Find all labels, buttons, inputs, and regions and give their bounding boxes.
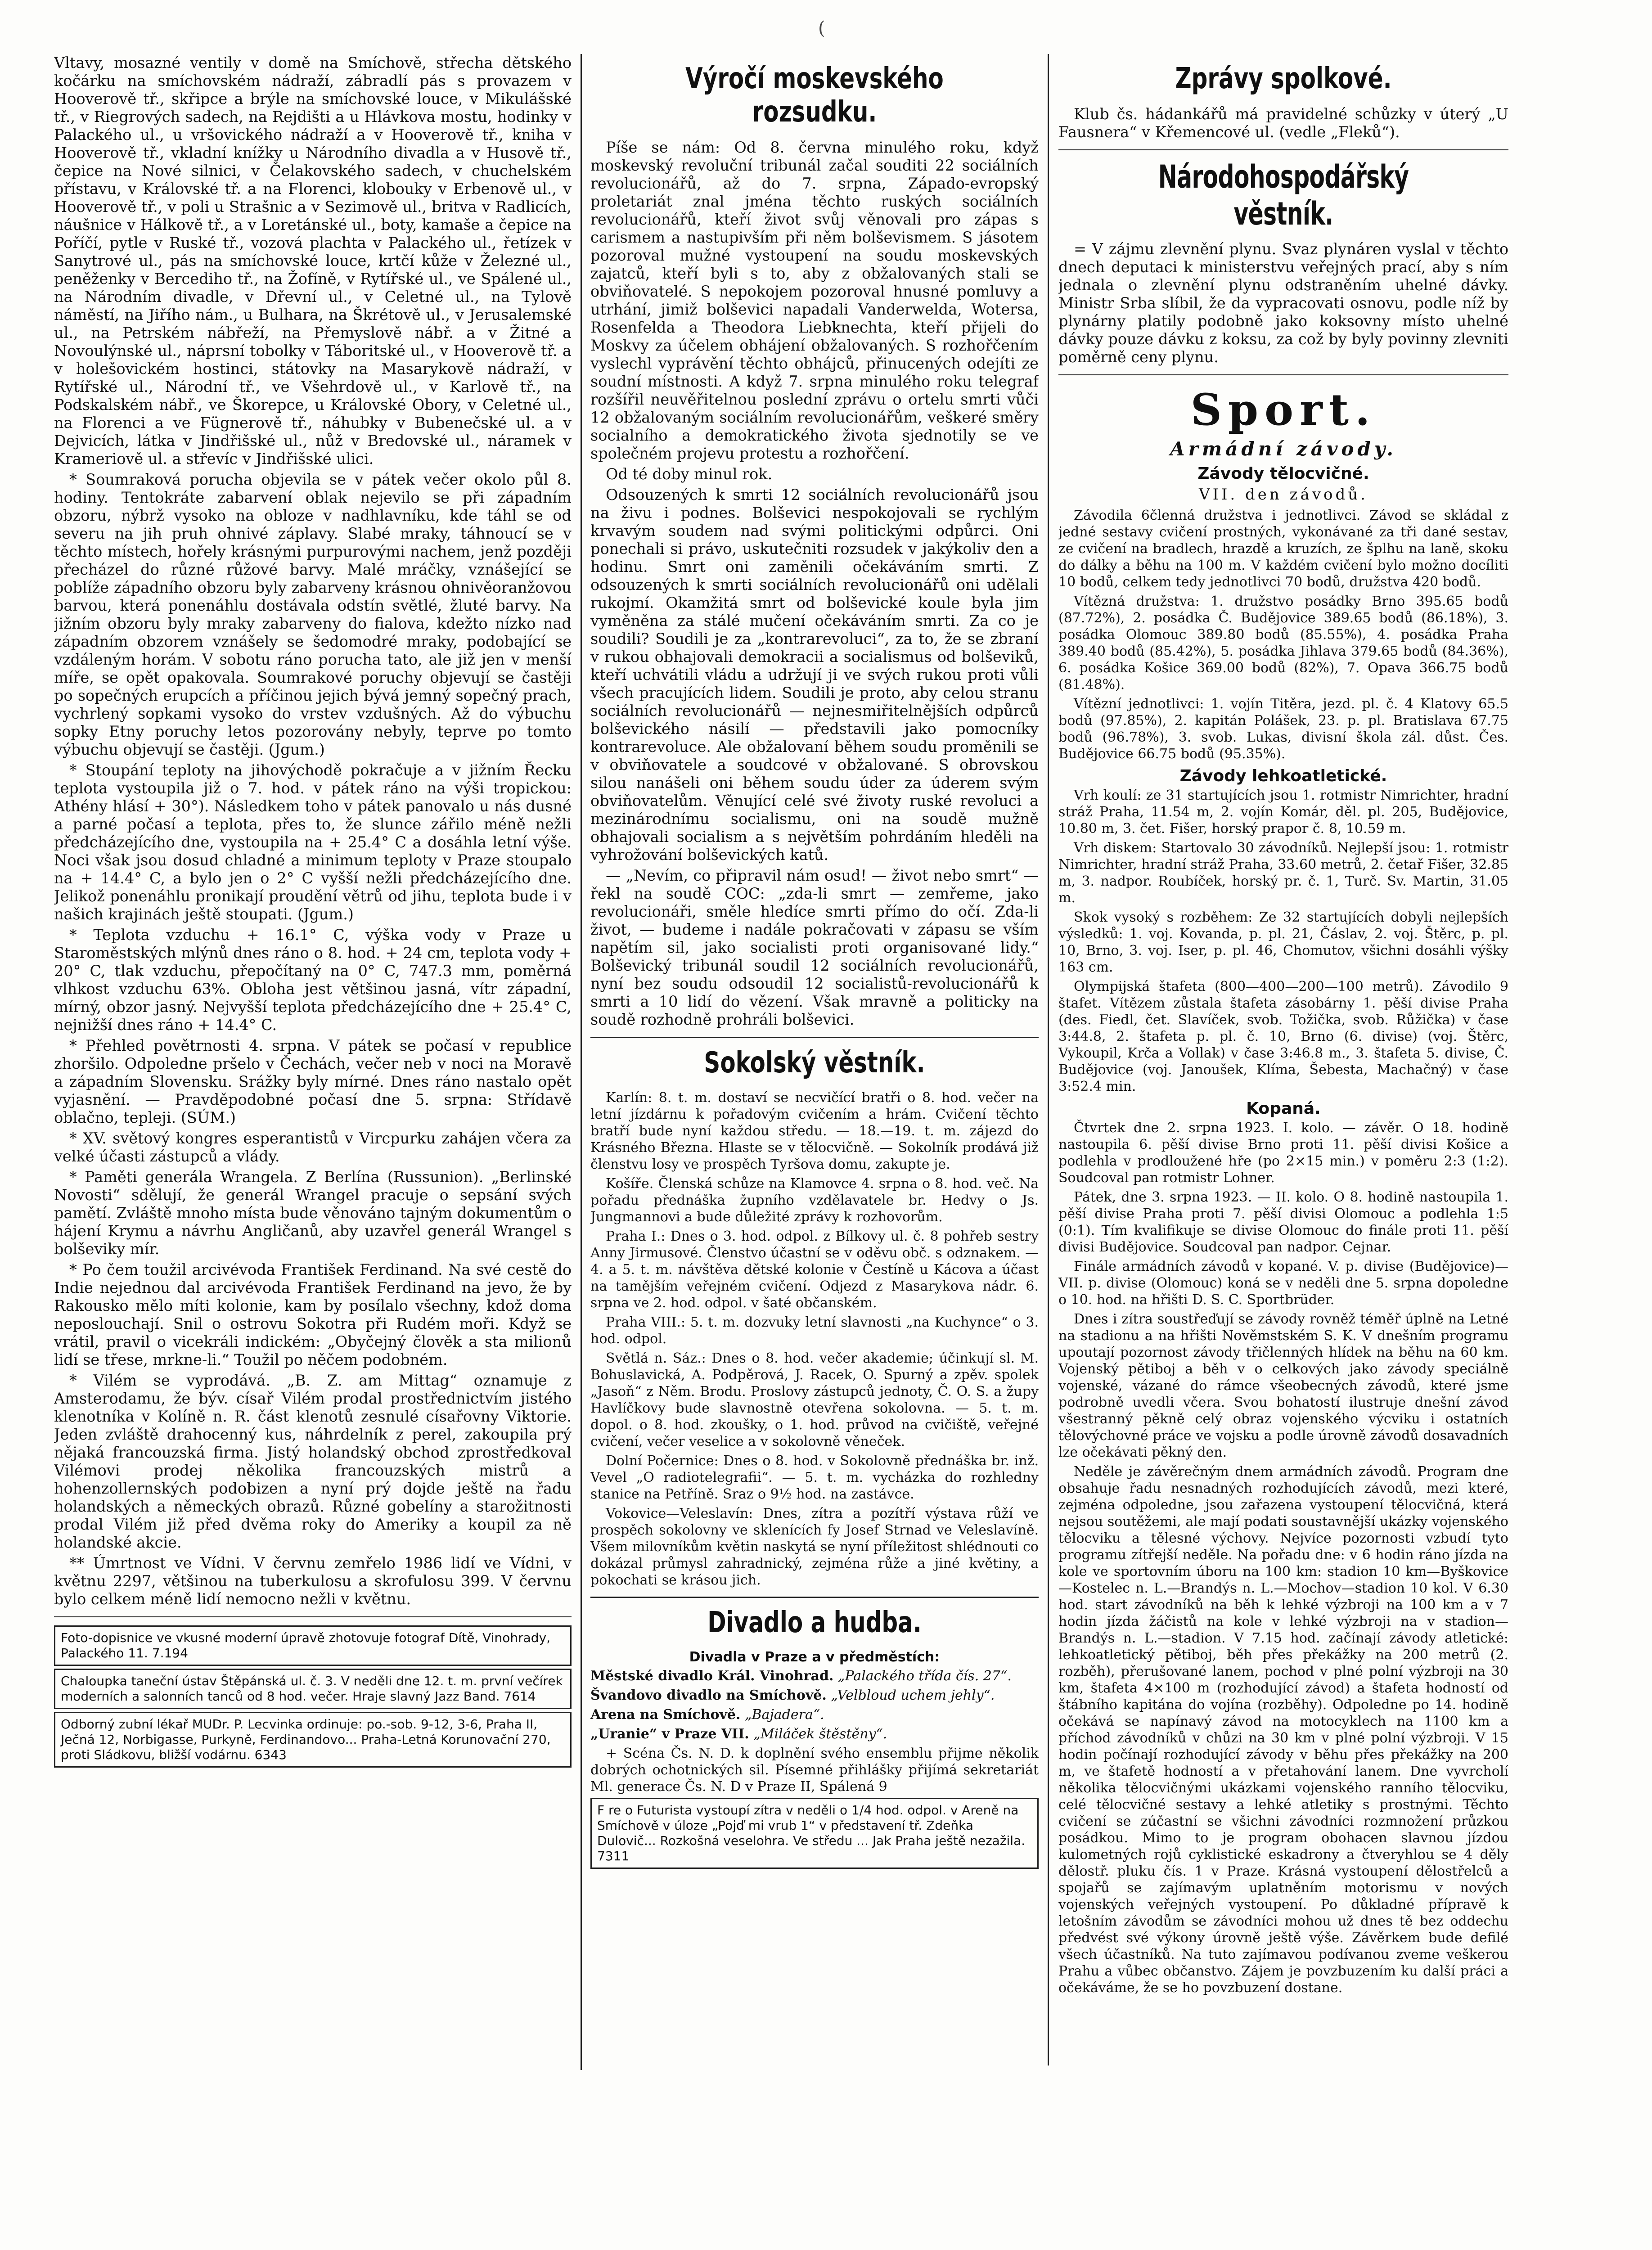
headline-club-news: Zprávy spolkové.: [1175, 62, 1392, 95]
page-mark: (: [818, 18, 825, 39]
sport-gym-teams: Vítězná družstva: 1. družstvo posádky Brno 395.65 bodů (87.72%), 2. posádka Č. Budějovice 389.65 bodů (86.18%), 3. posádka Olomouc 389.80 bodů (85.55%), 4. posádka Praha 389.40 bodů (85.42%), 5. posádka Jihlava 379.65 bodů (84.36%), 6. posádka Košice 369.00 bodů (82%), 7. Opava 366.75 bodů (81.48%).: [1058, 594, 1508, 693]
sport-gym-intro: Závodila 6členná družstva i jednotlivci. Závod se skládal z jedné sestavy cvičení prostných, vykonávané za tři dané sestav, ze cvičení na bradlech, hrazdě a kruzích, ze šplhu na laně, skoku do dálky a běhu na 100 m. V každém cvičení bylo možno docíliti 10 bodů, celkem tedy jednotlivci 70 bodů, družstva 420 bodů.: [1058, 508, 1508, 590]
sport-relay: Olympijská štafeta (800—400—200—100 metrů). Závodilo 9 štafet. Vítězem zůstala štafeta zásobárny 1. pěší divise Praha (des. Fiedl, čet. Slavíček, svob. Tožička, svob. Růžička) v čase 3:44.8, 2. štafeta p. pl. č. 10, Brno (6. divise) (voj. Štěrc, Vykoupil, Krča a Vollak) v čase 3:46.8 m., 3. štafeta 5. divise, Č. Budějovice (voj. Janoušek, Klíma, Šebesta, Machačný) v čase 3:52.4 min.: [1058, 979, 1508, 1094]
news-weather-overview: * Přehled povětrnosti 4. srpna. V pátek se počasí v republice zhoršilo. Odpoledne pršelo v Čechách, večer neb v noci na Moravě a západním Slovensku. Srážky byly mírné. Dnes ráno nastalo opět vyjasnění. — Pravděpodobné počasí dne 5. srpna: Střídavě oblačno, tepleji. (SÚM.): [54, 1037, 572, 1126]
subhead-gymnastics: Závody tělocvičné.: [1197, 464, 1369, 483]
article-moscow-1: Píše se nám: Od 8. června minulého roku, když moskevský revoluční tribunál začal souditi 22 sociálních revolucionářů, až do 7. srpna, Západo-evropský proletariát znal jména těchto ruských sociálních revolucionářů, kteří život svůj věnovali pro zápas s carismem a nastupivším při něm bolševismem. S jásotem pozoroval mužné vystoupení na soudu moskevských zajatců, kteří byli s to, aby z obžalovaných stali se obviňovatelé. S nepokojem pozoroval hnusné pomluvy a utrhání, jimiž bolševici napadali Vanderwelda, Wotersa, Rosenfelda a Theodora Liebknechta, kteří přijeli do Moskvy za účelem obhájení obžalovaných. S rozhořčením vyslechl vyprávění těchto obhájců, přinucených odejíti ze soudní místnosti. A když 7. srpna minulého roku telegraf rozšířil neuvěřitelnou poslední zprávu o ortelu smrti vůči 12 obžalovaným sociálním revolucionářům, veškeré směry socialního a demokratického života sjednotily se ve společném projevu protestu a rozhořčení.: [590, 139, 1039, 462]
theatre-vinohrady: Městské divadlo Král. Vinohrad. „Palackého třída čís. 27“.: [590, 1668, 1012, 1684]
sokol-praha-8: Praha VIII.: 5. t. m. dozvuky letní slavnosti „na Kuchynce“ o 3. hod. odpol.: [590, 1314, 1039, 1347]
news-twilight-disturbance: * Soumraková porucha objevila se v pátek večer okolo půl 8. hodiny. Tentokráte zabarvení oblak nejevilo se při západním obzoru, nýbrž vysoko na obloze v nadhlavníku, kde táhl se od severu na jih pruh ohnivé záplavy. Slabé mraky, táhnoucí se v těchto místech, hořely krásnými purpurovými nachem, jenž později přecházel do různé růžové barvy. Malé mráčky, vznášející se poblíže západního obzoru byly zabarveny krásnou ohnivěoranžovou barvou, která ponenáhlu dostávala odstín světlé, žluté barvy. Na jižním obzoru byly mraky zabarveny do fialova, kdežto nízko nad západním obzorem vznášely se šedomodré mraky, podobající se vzdáleným horám. V sobotu ráno porucha tato, ale již jen v menší míře, se opět opakovala. Soumrakové poruchy objevují se častěji po sopečných erupcích a příčinou jejich bývá jemný sopečný prach, vychrlený sopkami vysoko do vrstev vzdušných. Až do výbuchu sopky Etny poruchy letos pozorovány nebyly, teprve po tomto výbuchu objevují se častěji. (Jgum.): [54, 471, 572, 758]
column-1: [54, 54, 572, 2250]
headline-economic: Národohospodářský věstník.: [1158, 158, 1409, 232]
economic-gas: = V zájmu zlevnění plynu. Svaz plynáren vyslal v těchto dnech deputaci k ministerstvu veřejných prací, aby s ním jednala o zlevnění plynu odstraněním uhelné dávky. Ministr Srba slíbil, že da vypracovati osnovu, podle níž by plynárny platily podobně jako koksovny místo uhelné dávky pouze dávku z koksu, za což by byly povinny zlevniti poměrně ceny plynu.: [1058, 240, 1508, 366]
news-air-temperature: * Teplota vzduchu + 16.1° C, výška vody v Praze u Staroměstských mlýnů dnes ráno o 8. hod. + 24 cm, teplota vody + 20° C, tlak vzduchu, přepočítaný na 0° C, 747.3 mm, poměrná vlhkost vzduchu 63%. Obloha jest většinou jasná, vítr západní, mírný, obzor jasný. Nejvyšší teplota předcházejícího dne + 25.4° C, nejnižší dnes ráno + 14.4° C.: [54, 926, 572, 1034]
sokol-pocernice: Dolní Počernice: Dnes o 8. hod. v Sokolovně přednáška br. inž. Vevel „O radiotelegrafii“. — 5. t. m. vycházka do rozhledny stanice na Petříně. Sraz o 9½ hod. na zastávce.: [590, 1453, 1039, 1502]
news-franz-ferdinand: * Po čem toužil arcivévoda František Ferdinand. Na své cestě do Indie nejednou dal arcivévoda František Ferdinand na jevo, že by Rakousko mělo míti kolonie, kam by posílalo všechny, kdož doma neposlouchají. Snil o ostrovu Sokotra při Rudém moři. Když se vrátil, pravil o vicekráli indickém: „Obyčejný člověk a sta milionů lidí se třese, mrkne-li.“ Toužil po něčem podobném.: [54, 1261, 572, 1368]
sport-discus: Vrh diskem: Startovalo 30 závodníků. Nejlepší jsou: 1. rotmistr Nimrichter, hradní stráž Praha, 33.60 metrů, 2. četař Fišer, 32.85 m, 3. nadpor. Roubíček, horský pr. č. 1, Turč. Sv. Martin, 31.05 m.: [1058, 840, 1508, 906]
theatre-svandovo: Švandovo divadlo na Smíchově. „Velbloud uchem jehly“.: [590, 1688, 995, 1703]
theatre-subheading: Divadla v Praze a v předměstích:: [689, 1649, 940, 1665]
theatre-arena: Arena na Smíchově. „Bajadera“.: [590, 1707, 824, 1723]
divider: [1058, 149, 1508, 150]
ad-photo-postcards: Foto-dopisnice ve vkusné moderní úpravě zhotovuje fotograf Dítě, Vinohrady, Palackého 11. 7.194: [54, 1625, 572, 1666]
divider: [54, 1616, 572, 1617]
column-rule-2: [1048, 54, 1049, 2066]
sokol-svetla: Světlá n. Sáz.: Dnes o 8. hod. večer akademie; účinkují sl. M. Bohuslavická, A. Podpěrová, J. Racek, O. Spurný a zpěv. spolek „Jasoň“ z Něm. Brodu. Proslovy zástupců jednoty, Č. O. S. a župy Havlíčkovy bude slavnostně otevřena sokolovna. — 5. t. m. dopol. o 8. hod. zkoušky, o 1. hod. průvod na cvičiště, veřejné cvičení, večer veselice a v sokolovně věneček.: [590, 1350, 1039, 1449]
sokol-praha-1: Praha I.: Dnes o 3. hod. odpol. z Bílkovy ul. č. 8 pohřeb sestry Anny Jirmusové. Členstvo účastní se v oděvu obč. s odznakem. — 4. a 5. t. m. návštěva dětské kolonie v Čestíně u Kácova a účast na tamějším veřejném cvičení. Odjezd z Masarykova nádr. 6. srpna ve 2. hod. odpol. v šaté občanském.: [590, 1228, 1039, 1311]
subhead-day-7: VII. den závodů.: [1199, 486, 1368, 504]
headline-army-races: Armádní závody.: [1170, 438, 1397, 460]
sport-football-friday: Pátek, dne 3. srpna 1923. — II. kolo. O 8. hodině nastoupila 1. pěší divise Praha proti 7. pěší divisi Olomouc a podlehla 1:5 (0:1). Tím kvalifikuje se divise Olomouc do finále proti 11. pěší divisi Budějovice. Soudcoval pan nadpor. Cejnar.: [1058, 1189, 1508, 1255]
news-vienna-mortality: ** Úmrtnost ve Vídni. V červnu zemřelo 1986 lidí ve Vídni, v květnu 2297, většinou na tuberkulosu a skrofulosu 399. V červnu bylo celkem méně lidí nemocno nežli v květnu.: [54, 1554, 572, 1608]
ad-dance-school: Chaloupka taneční ústav Štěpánská ul. č. 3. V neděli dne 12. t. m. první večírek moderních a salonních tanců od 8 hod. večer. Hraje slavný Jazz Band. 7614: [54, 1669, 572, 1709]
divider: [1058, 374, 1508, 375]
ad-dentist: Odborný zubní lékař MUDr. P. Lecvinka ordinuje: po.-sob. 9-12, 3-6, Praha II, Ječná 12, Norbigasse, Purkyně, Ferdinandovo... Praha-Letná Korunovační 270, proti Sládkovu, bližší vodárnu. 6343: [54, 1712, 572, 1768]
sokol-kosire: Košíře. Členská schůze na Klamovce 4. srpna o 8. hod. več. Na pořadu přednáška župního vzdělavatele br. Hedvy o Js. Jungmannovi a bude důležité zprávy k rozhovorům.: [590, 1176, 1039, 1225]
article-moscow-2: Od té doby minul rok.: [606, 465, 773, 483]
column-3: [1058, 54, 1508, 2250]
lost-found-list: Vltavy, mosazné ventily v domě na Smíchově, střecha dětského kočárku na smíchovském nádraží, zábradlí pás s provazem v Hooverově tř., skřipce a brýle na smíchovské louce, v Mikulášské tř., v Riegrových sadech, na Rejdišti a u Hlávkova mostu, hodinky v Palackého ul., u vršovického nádraží a v Hooverově tř., kniha v Hooverově tř., vkladní knížky u Národního divadla a v Husově tř., čepice na Nové silnici, v Čelakovského sadech, v chuchelském přístavu, v Královské tř. a na Florenci, klobouky v Erbenově ul., v Hooverově tř., v poli u Strašnic a v Sezimově ul., britva v Radlicích, náušnice v Hálkově tř., a v Loretánské ul., boty, kamaše a čepice na Poříčí, pytle v Ruské tř., vozová plachta v Palackého ul., řetízek v Sanytrové ul., pás na smíchovské louce, krtčí kůže v Železné ul., peněženky v Bercediho tř., na Žofíně, v Rytířské ul., ve Spálené ul., na Národním divadle, v Dřevní ul., v Celetné ul., na Tylově náměstí, na Jiřího nám., u Bulhara, na Škrétově ul., v Jerusalemské ul., na Petrském nábřeží, na Přemyslově nábř. a v Žitné a Novoulýnské ul., náprsní tobolky v Táboritské ul., v Hooverově tř. a v holešovickém hostinci, státovky na Masarykově nádraží, v Rytířské ul., Národní tř., ve Všehrdově ul., v Karlově tř., na Podskalském nábř., ve Škorepce, u Královské Obory, v Celetné ul., na Florenci a ve Fügnerově tř., náhubky v Bubenečské ul. a v Dejvicích, látka v Jindřišské ul., nůž v Bredovské ul., náramek v Krameriově ul. a střevíc v Jindřišské ulici.: [54, 54, 572, 468]
divider: [590, 1597, 1039, 1598]
sport-football-final: Finále armádních závodů v kopané. V. p. divise (Budějovice)—VII. p. divise (Olomouc) koná se v neděli dne 5. srpna dopoledne o 10. hod. na hřišti D. S. C. Sportbrüder.: [1058, 1259, 1508, 1308]
headline-moscow-verdict: Výročí moskevského rozsudku.: [685, 62, 944, 129]
sport-sunday-program: Neděle je závěrečným dnem armádních závodů. Program dne obsahuje řadu nesnadných rozhodujících závodů, mezi které, zejména odpoledne, jsou zařazena vystoupení tělocvičná, která nejsou soutěžemi, ale mají podati soustavnější ukázky vojenského tělocviku a tělesné výchovy. Nejvíce pozornosti vzbudí tyto programu zítřejší neděle. Na pořadu dne: v 6 hodin ráno jízda na kole ve sportovním úboru na 100 km: stadion 10 km—Byškovice—Kostelec n. L.—Brandýs n. L.—Mochov—stadion 10 kol. V 6.30 hod. start závodníků na běh k lehké výzbroji na 100 km a v 7 hodin jízda žáčistů na kole v lehké výzbroji na v stadion—Brandýs n. L.—stadion. V 7.15 hod. začínají závody atletické: lehkoatletický pětiboj, běh přes překážky na 200 metrů (2. rozběh), přerušované lanem, pochod v plné polní výzbroji na 30 km, štafeta 4×100 m (rozhodující závod) a štafeta hodností od štábního kapitána do vojína (rozběhy). Odpoledne po 14. hodině očekává se napínavý závod na motocyklech na 1100 km a příchod závodníků v chůzi na 30 km v plné polní výzbroji. V 15 hodin počínají rozhodující závody v běhu přes překážky na 200 m, ve štafetě hodností a v přetahování lanem. Dne vyvrcholí několika tělocvičnými ukázkami vojenského ranního tělocviku, celé tělocvičné sestavy a lehké atletiky s prostnými. Těchto cvičení se zúčastní se všichni závodníci rozmnožení průzkou posádkou. Mimo to je program obohacen slavnou jízdou kulometných rojů cyklistické eskadrony a čtveryhlou se 4 děly dělostř. pluku čís. 1 v Praze. Krásná vystoupení dělostřelců a spojařů se zajímavým uplatněním motorismu v nových vojenských veřejných vystoupení. Po důkladné přípravě k letošním závodům se závodníci mohou už dnes tě bez oddechu předvést své výkony úrovně ještě výše. Závěrkem bude defilé všech účastníků. Na tuto zajímavou podívanou zveme veškerou Prahu a vůbec občanstvo. Zájem je povzbuzením ku další práci a očekáváme, že se ho povzbuzení dostane.: [1058, 1464, 1508, 1996]
theatre-uranie: „Uranie“ v Praze VII. „Miláček štěstěny“.: [590, 1726, 887, 1742]
article-moscow-4: — „Nevím, co připravil nám osud! — život nebo smrt“ — řekl na soudě COC: „zda-li smrt — zemřeme, jako revolucionáři, směle hledíce smrti přímo do očí. Zda-li život, — budeme i nadále pokračovati v zápasu se vším napětím sil, jako socialisti proti organisované lidy.“ Bolševický tribunál soudil 12 sociálních revolucionářů, nyní bez soudu odsoudil 12 socialistů-revolucionářů k smrti a 10 lidí do vězení. Však mravně a politicky na soudě rozhodně prohráli bolševici.: [590, 867, 1039, 1028]
news-wrangel-memoirs: * Paměti generála Wrangela. Z Berlína (Russunion). „Berlinské Novosti“ sdělují, že generál Wrangel pracuje o sepsání svých pamětí. Zvláště mnoho místa bude věnováno tajným dokumentům o hájení Krymu a návrhu Angličanů, aby uzavřel generál Wrangel s bolševiky mír.: [54, 1168, 572, 1258]
news-wilhelm-sale: * Vilém se vyprodává. „B. Z. am Mittag“ oznamuje z Amsterodamu, že býv. císař Vilém prodal prostřednictvím jistého klenotníka v Kolíně n. R. část klenotů zesnulé císařovny Viktorie. Jeden zvláště drahocenný kus, náhrdelník z perel, zakoupila prý nějaká francouzská firma. Jistý holandský obchod zprostředkoval Vilémovi prodej několika francouzských mistrů a hohenzollernských podobizen a nyní prý dojde ještě na řadu holandských a německých obrazů. Různé gobelíny a starožitnosti prodal Vilém již před dvěma roky do Ameriky a koupil za ně holandské akcie.: [54, 1372, 572, 1551]
article-moscow-3: Odsouzených k smrti 12 sociálních revolucionářů jsou na živu i podnes. Bolševici nespokojovali se rychlým krvavým soudem nad svými politickými odpůrci. Oni ponechali si právo, uskutečniti rozsudek v jakýkoliv den a hodinu. Smrt oni zaměnili očekáváním smrti. Z odsouzených k smrti sociálních revolucionářů oni udělali rukojmí. Okamžitá smrt od bolševické koule byla jim vyměněna za stálé mučení očekáváním smrti. Za co je soudili? Soudili je za „kontrarevoluci“, za to, že se zbraní v rukou obhajovali demokracii a socialismus od bolševiků, kteří uchvátili vládu a udržují ji ve svých rukou proti vůli všech pracujících lidem. Soudili je proto, aby celou stranu sociálních revolucionářů — nejnesmiřitelnějších odpůrců bolševického násilí — představili jako pomocníky kontrarevoluce. Ale obžalovaní během soudu proměnili se v obviňovatele a soudcové v obžalované. S obrovskou silou nanášeli oni během soudu úder za úderem svým obviňovatelům. Věnující celé své životy ruské revoluci a mezinárodnímu socialismu, oni na soudě mužně obhajovali socialism a s největším pohrdáním hleděli na vyhrožování bolševických katů.: [590, 486, 1039, 864]
sport-gym-individuals: Vítězní jednotlivci: 1. vojín Titěra, jezd. pl. č. 4 Klatovy 65.5 bodů (97.85%), 2. kapitán Polášek, 23. p. pl. Bratislava 67.75 bodů (96.78%), 3. svob. Lukas, divisní škola zál. důst. Čes. Budějovice 66.75 bodů (95.35%).: [1058, 696, 1508, 762]
column-rule-1: [581, 54, 582, 2070]
column-2: [590, 54, 1039, 2250]
subhead-athletics: Závody lehkoatletické.: [1179, 767, 1387, 785]
ad-futurista: F re o Futurista vystoupí zítra v neděli o 1/4 hod. odpol. v Areně na Smíchově v úloze „Pojď mi vrub 1“ v představení tř. Zdeňka Dulovič... Rozkošná veselohra. Ve středu ... Jak Praha ještě nezažila. 7311: [590, 1798, 1039, 1869]
theatre-scena: + Scéna Čs. N. D. k doplnění svého ensemblu přijme několik dobrých ochotnických sil. Písemné přihlášky přijímá sekretariát Ml. generace Čs. N. D v Praze II, Spálená 9: [590, 1746, 1039, 1795]
divider: [590, 1037, 1039, 1038]
subhead-football: Kopaná.: [1246, 1099, 1321, 1118]
sport-high-jump: Skok vysoký s rozběhem: Ze 32 startujících dobyli nejlepších výsledků: 1. voj. Kovanda, p. pl. 21, Čáslav, 2. voj. Štěrc, p. pl. 10, Brno, 3. voj. Iser, p. pl. 46, Chomutov, všichni dosáhli výšky 163 cm.: [1058, 909, 1508, 975]
headline-sokol: Sokolský věstník.: [704, 1046, 925, 1080]
sokol-vokovice: Vokovice—Veleslavín: Dnes, zítra a pozítří výstava růží ve prospěch sokolovny ve sklenících fy Josef Strnad ve Veleslavíně. Všem milovníkům květin naskytá se nyní příležitost shlédnouti co dokázal průmysl zahradnický, zejména růže a jiné květiny, a pokochati se krásou jich.: [590, 1506, 1039, 1588]
club-riddlers: Klub čs. hádankářů má pravidelné schůzky v úterý „U Fausnera“ v Křemencové ul. (vedle „Fleků“).: [1058, 105, 1508, 141]
news-esperanto-congress: * XV. světový kongres esperantistů v Vircpurku zahájen včera za velké účasti zástupců a vlády.: [54, 1130, 572, 1165]
sokol-karlin: Karlín: 8. t. m. dostaví se necvičící bratři o 8. hod. večer na letní jízdárnu k pořadovým cvičením a hrám. Cvičení těchto bratří bude nyní každou středu. — 18.—19. t. m. zájezd do Krásného Března. Hlaste se v tělocvičně. — Sokolník prodává již členstvu losy ve prospěch Tyršova domu, zakupte je.: [590, 1090, 1039, 1172]
headline-sport: Sport.: [1190, 384, 1377, 435]
news-temperature-rise: * Stoupání teploty na jihovýchodě pokračuje a v jižním Řecku teplota vystoupila již o 7. hod. v pátek ráno na výši tropickou: Athény hlásí + 30°). Následkem toho v pátek panovalo u nás dusné a parné počasí a teplota, přes to, že slunce zářilo méně nežli předcházejícího dne, vystoupila na + 25.4° C a dosáhla letní výše. Noci však jsou dosud chladné a minimum teploty v Praze stoupalo na + 14.4° C, a bylo jen o 2° C vyšší nežli předcházejícího dne. Jelikož ponenáhlu pronikají proudění větrů od jihu, teplota bude i v našich krajinách ještě stoupati. (Jgum.): [54, 761, 572, 923]
sport-football-thursday: Čtvrtek dne 2. srpna 1923. I. kolo. — závěr. O 18. hodině nastoupila 6. pěší divise Brno proti 11. pěší divisi Košice a podlehla v prodloužené hře (po 2×15 min.) v poměru 2:3 (1:2). Soudcoval pan rotmistr Lohner.: [1058, 1120, 1508, 1186]
sport-shot-put: Vrh koulí: ze 31 startujících jsou 1. rotmistr Nimrichter, hradní stráž Praha, 11.54 m, 2. vojín Komár, děl. pl. 205, Budějovice, 10.80 m, 3. čet. Fišer, horský prapor č. 8, 10.59 m.: [1058, 788, 1508, 837]
sport-today-tomorrow: Dnes i zítra soustřeďují se závody rovněž téměř úplně na Letné na stadionu a na hřišti Nověmstském S. K. V dnešním programu upoutají pozornost závody třičlenných hlídek na běhu na 60 km. Vojenský pětiboj a běh v o celkových jako závody speciálně vojenské, vázané do rámce všeobecných závodů, které jsme podrobně uvedli včera. Svou bohatostí ilustruje dnešní závod všestranný pěkně celý obraz vojenského výcviku i ostatních tělovýchovné práce ve vojsku a podle úrovně závodů dosavadních lze očekávati pěkný den.: [1058, 1311, 1508, 1460]
headline-theatre: Divadlo a hudba.: [707, 1606, 922, 1639]
